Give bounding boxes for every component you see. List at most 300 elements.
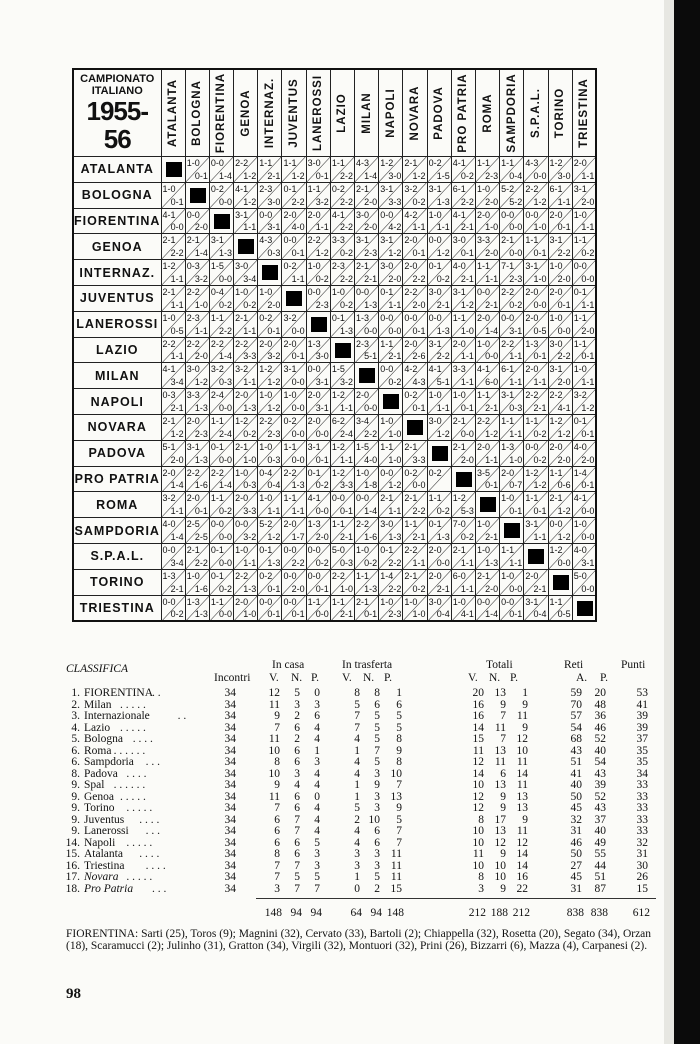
stat-hn: 3 [294,767,300,780]
result-cell [306,285,330,311]
result-second: 1-2 [267,377,281,388]
result-cell [403,466,427,492]
total-hp: 94 [310,907,322,919]
result-first: 0-1 [380,544,394,555]
result-second: 3-0 [267,196,281,207]
stat-tv: 15 [472,733,484,745]
stat-an: 3 [374,848,380,860]
result-first: 1-1 [210,596,224,607]
result-cell [451,543,475,569]
result-first: 3-2 [404,183,418,194]
result-cell [475,543,499,569]
result-second: 1-3 [243,583,257,594]
result-second: 2-1 [339,609,353,620]
position: 9. [71,790,80,803]
result-first: 1-1 [210,312,224,323]
result-cell [451,337,475,363]
stat-hv: 6 [274,813,280,826]
result-second: 0-0 [533,299,547,310]
result-second: 3-3 [243,351,257,362]
page-number: 98 [66,986,81,1002]
result-cell [282,518,306,544]
result-second: 1-1 [509,557,523,568]
stat-hn: 6 [294,756,300,768]
stat-tn: 9 [500,882,506,895]
result-cell [500,311,524,337]
result-second: 2-0 [557,454,571,465]
team-name: Lazio [84,721,111,734]
result-first: 1-3 [501,441,515,452]
team-name: Juventus [84,813,125,826]
result-first: 1-3 [162,570,176,581]
result-first: 0-0 [525,209,539,220]
result-first: 1-0 [549,261,563,272]
result-cell [355,337,379,363]
result-first: 0-0 [476,286,490,297]
result-first: 2-2 [259,415,273,426]
result-first: 1-0 [235,467,249,478]
position: 15. [65,848,80,860]
result-cell [475,182,499,208]
column-header [330,69,354,157]
result-cell [379,595,403,621]
diagonal-cell [306,311,330,337]
result-cell [379,208,403,234]
result-second: 2-0 [315,531,329,542]
result-cell [572,157,596,183]
result-first: 3-5 [476,467,490,478]
result-cell [185,208,209,234]
result-first: 1-0 [259,441,273,452]
result-second: 0-1 [364,609,378,620]
result-second: 0-2 [533,454,547,465]
result-first: 1-1 [283,493,297,504]
result-second: 2-3 [267,428,281,439]
result-first: 2-0 [549,209,563,220]
result-second: 1-1 [194,325,208,336]
row-header: FIORENTINA [73,208,161,234]
stat-inc: 34 [224,767,236,780]
result-second: 2-0 [194,351,208,362]
stat-an: 3 [374,767,380,780]
position: 9. [71,802,80,814]
result-cell [258,311,282,337]
result-second: 2-1 [436,299,450,310]
result-second: 1-0 [509,454,523,465]
result-second: 1-1 [509,377,523,388]
result-second: 0-1 [460,248,474,259]
result-cell [548,311,572,337]
column-header-label: MILAN [360,92,373,134]
result-first: 1-0 [380,596,394,607]
result-cell [572,285,596,311]
stat-tn: 7 [500,733,506,745]
result-second: 2-2 [388,557,402,568]
result-first: 2-0 [235,596,249,607]
result-cell [451,414,475,440]
result-first: 0-0 [356,493,370,504]
result-first: 2-0 [259,338,273,349]
result-second: 1-3 [436,196,450,207]
result-first: 2-0 [307,390,321,401]
result-cell [282,337,306,363]
result-first: 0-2 [259,312,273,323]
result-first: 1-0 [380,415,394,426]
result-first: 3-1 [525,261,539,272]
result-first: 1-1 [573,312,587,323]
result-first: 2-2 [186,338,200,349]
result-second: 2-3 [364,248,378,259]
result-cell [427,518,451,544]
result-cell [258,518,282,544]
result-cell [258,569,282,595]
row-header: GENOA [73,234,161,260]
stat-tp: 22 [516,882,528,895]
result-cell [524,518,548,544]
team-name: Napoli [84,836,116,849]
result-cell [572,337,596,363]
result-first: 0-0 [380,467,394,478]
result-cell [258,285,282,311]
result-second: 1-5 [436,170,450,181]
result-second: 1-6 [364,531,378,542]
result-cell [524,337,548,363]
result-first: 2-0 [235,493,249,504]
result-cell [330,569,354,595]
header-in-casa: In casa [272,659,305,671]
result-first: 2-1 [404,570,418,581]
result-cell [427,595,451,621]
result-second: 0-0 [291,325,305,336]
result-first: 2-0 [525,312,539,323]
result-first: 2-1 [356,261,370,272]
row-header: BOLOGNA [73,182,161,208]
stat-a: 20 [594,687,606,699]
result-cell [258,182,282,208]
stat-hn: 5 [294,871,300,883]
result-first: 1-0 [283,390,297,401]
result-first: 2-2 [476,415,490,426]
position: 3. [71,710,80,722]
result-first: 1-0 [452,390,466,401]
result-first: 0-4 [259,467,273,478]
result-first: 6-1 [501,364,515,375]
result-cell [403,569,427,595]
table-row [73,337,596,363]
column-header [282,69,306,157]
stat-f: 50 [570,848,582,860]
result-cell [258,337,282,363]
result-second: 0-1 [557,299,571,310]
result-first: 1-0 [162,312,176,323]
diagonal-cell [572,595,596,621]
result-second: 0-0 [581,531,595,542]
result-second: 0-1 [291,351,305,362]
stat-hp: 4 [314,825,320,837]
stat-ap: 1 [396,687,402,699]
result-second: 0-3 [267,454,281,465]
stat-tv: 20 [472,687,484,699]
result-first: 4-0 [452,261,466,272]
result-second: 2-2 [194,557,208,568]
result-first: 0-2 [404,467,418,478]
result-second: 0-0 [291,402,305,413]
stat-inc: 34 [224,756,236,768]
stat-ap: 10 [390,767,402,780]
result-first: 3-0 [235,261,249,272]
result-second: 0-0 [291,428,305,439]
result-cell [282,466,306,492]
blackout-box [407,420,423,435]
result-second: 0-2 [339,299,353,310]
diagonal-cell [185,182,209,208]
result-first: 1-0 [476,338,490,349]
result-second: 1-1 [581,170,595,181]
result-first: 2-2 [210,338,224,349]
result-first: 2-1 [380,493,394,504]
result-first: 0-0 [283,544,297,555]
result-cell [500,492,524,518]
column-header [209,69,233,157]
stat-av: 4 [354,767,360,780]
stat-pts: 31 [636,848,648,860]
result-cell [403,595,427,621]
result-second: 2-0 [364,196,378,207]
result-second: 3-1 [267,222,281,233]
result-cell [185,389,209,415]
team-name: Lanerossi [84,825,129,837]
result-cell [306,389,330,415]
result-cell [379,543,403,569]
result-second: 0-1 [267,583,281,594]
result-cell [475,595,499,621]
position: 9. [71,813,80,826]
result-first: 3-1 [235,209,249,220]
result-first: 1-2 [525,467,539,478]
result-second: 0-0 [364,325,378,336]
table-row [73,311,596,337]
stat-tn: 11 [494,756,506,768]
result-first: 3-1 [452,286,466,297]
result-cell [209,518,233,544]
stat-hv: 9 [274,710,280,722]
result-cell [500,389,524,415]
diagonal-cell [258,260,282,286]
result-cell [306,569,330,595]
result-second: 3-2 [267,351,281,362]
stat-an: 8 [374,687,380,699]
result-second: 0-1 [412,325,426,336]
result-cell [548,440,572,466]
result-cell [209,260,233,286]
result-cell [161,518,185,544]
result-second: 1-1 [533,531,547,542]
result-second: 1-1 [509,351,523,362]
stat-hp: 5 [314,836,320,849]
result-second: 0-1 [315,583,329,594]
result-second: 1-1 [243,325,257,336]
result-first: 0-0 [307,364,321,375]
result-first: 1-2 [549,544,563,555]
result-second: 0-1 [485,480,499,491]
result-first: 0-1 [428,261,442,272]
stat-tn: 9 [500,698,506,711]
stat-ap: 5 [396,813,402,826]
result-second: 5-3 [460,506,474,517]
total-ap: 148 [386,907,404,919]
stat-f: 54 [570,721,582,734]
result-cell [548,234,572,260]
result-cell [427,492,451,518]
stat-an: 6 [374,825,380,837]
result-first: 2-1 [162,235,176,246]
result-first: 4-1 [235,183,249,194]
result-cell [355,569,379,595]
result-second: 0-1 [267,609,281,620]
result-second: 1-3 [267,557,281,568]
result-cell [500,440,524,466]
result-second: 1-1 [460,351,474,362]
result-first: 4-0 [162,519,176,530]
result-second: 1-2 [533,196,547,207]
stat-f: 46 [570,836,582,849]
stat-inc: 34 [224,848,236,860]
result-cell [234,595,258,621]
result-cell [209,543,233,569]
column-header-label: BOLOGNA [191,80,204,146]
result-second: 1-0 [460,325,474,336]
result-second: 1-3 [194,454,208,465]
header-totali: Totali [486,659,513,671]
row-header: NAPOLI [73,389,161,415]
result-second: 3-3 [412,454,426,465]
result-cell [306,414,330,440]
result-first: 3-0 [380,519,394,530]
result-cell [524,595,548,621]
result-second: 1-2 [170,428,184,439]
result-cell [306,182,330,208]
result-cell [548,285,572,311]
result-second: 0-1 [412,248,426,259]
result-cell [234,182,258,208]
result-cell [475,389,499,415]
page-edge-shadow [674,0,700,1044]
result-second: 0-1 [194,170,208,181]
result-first: 0-1 [210,544,224,555]
stat-hn: 6 [294,721,300,734]
header-reti: Reti [564,659,584,671]
result-cell [185,285,209,311]
result-first: 1-2 [452,493,466,504]
stat-an: 5 [374,710,380,722]
stat-an: 5 [374,756,380,768]
result-second: 1-1 [533,377,547,388]
result-first: 0-2 [331,183,345,194]
result-second: 1-1 [557,196,571,207]
result-second: 2-1 [267,170,281,181]
result-first: 1-0 [428,209,442,220]
result-cell [306,492,330,518]
row-header: LAZIO [73,337,161,363]
stat-hn: 7 [294,859,300,872]
stat-an: 7 [374,744,380,757]
result-cell [524,492,548,518]
result-second: 0-0 [436,557,450,568]
result-first: 2-1 [452,544,466,555]
result-first: 1-1 [283,441,297,452]
result-cell [330,363,354,389]
result-cell [161,311,185,337]
total-hn: 94 [290,907,302,919]
stat-hp: 0 [314,687,320,699]
result-first: 2-2 [186,286,200,297]
result-first: 3-0 [428,286,442,297]
position: 16. [65,859,80,872]
result-second: 2-2 [460,196,474,207]
result-first: 3-2 [210,364,224,375]
result-cell [209,414,233,440]
result-cell [524,182,548,208]
result-second: 2-0 [581,454,595,465]
result-first: 0-0 [307,286,321,297]
result-second: 1-2 [194,377,208,388]
column-header [185,69,209,157]
stat-tn: 17 [494,813,506,826]
stat-f: 31 [570,882,582,895]
result-second: 0-1 [581,480,595,491]
result-cell [282,440,306,466]
stat-hv: 6 [274,836,280,849]
stat-a: 46 [594,721,606,734]
position: 14. [65,836,80,849]
result-first: 1-1 [525,493,539,504]
row-header: ATALANTA [73,157,161,183]
result-cell [475,414,499,440]
result-first: 3-0 [380,261,394,272]
leader-dots: . . . [152,882,167,895]
result-first: 3-1 [428,183,442,194]
result-cell [330,440,354,466]
result-second: 0-0 [509,222,523,233]
result-cell [379,337,403,363]
stat-pts: 26 [636,871,648,883]
stat-tn: 13 [494,687,506,699]
result-cell [427,363,451,389]
result-cell [403,363,427,389]
blackout-box [286,291,302,306]
result-first: 0-1 [210,441,224,452]
stat-av: 1 [354,790,360,803]
result-first: 3-1 [307,441,321,452]
result-second: 1-0 [339,583,353,594]
blackout-box [166,162,182,177]
result-cell [258,440,282,466]
result-cell [427,311,451,337]
result-first: 1-2 [331,390,345,401]
result-cell [524,311,548,337]
stat-tv: 10 [472,779,484,791]
result-cell [572,363,596,389]
result-second: 3-1 [581,557,595,568]
result-first: 2-2 [307,235,321,246]
result-first: 3-1 [501,390,515,401]
result-cell [234,260,258,286]
blackout-box [432,446,448,461]
result-cell [451,260,475,286]
total-a: 838 [590,907,608,919]
standings-title: CLASSIFICA [66,663,128,675]
table-row [73,440,596,466]
